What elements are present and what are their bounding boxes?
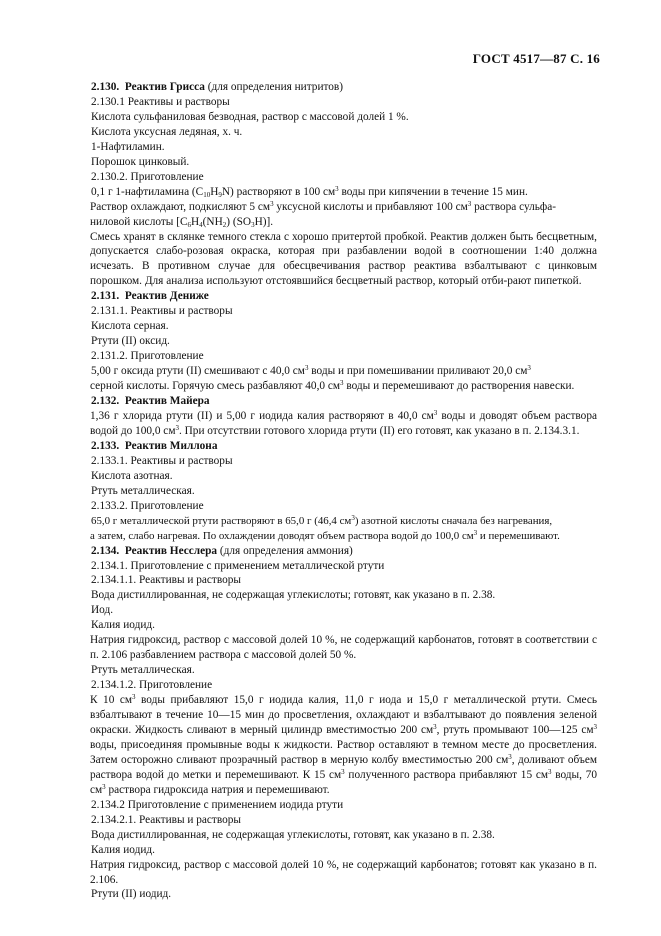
subsection-heading: 2.133.1. Реактивы и растворы [91,454,233,467]
paragraph: 1,36 г хлорида ртути (II) и 5,00 г иодида калия растворяют в 40,0 $см^3$ воды и доводят объем раствора водой до 100,0 $см^3$. При отсутствии готового хлорида ртути (II) его готовят, как указано в п. 2.134.3.1. [90,408,597,437]
subsection-heading: 2.133.2. Приготовление [91,499,204,512]
paragraph: К 10 $см^3$ воды прибавляют 15,0 г иодида калия, 11,0 г иода и 15,0 г металлической ртути. Смесь взбалтывают в течение 10—15 мин до просветления, охлаждают и взбалтывают до появления зеленой окраски. Жидкость сливают в мерный цилиндр вместимостью 200 $см^3$, ртуть промывают 100—125 $см^3$ воды, присоединяя промывные воды к жидкости. Раствор оставляют в темном месте до просветления. Затем осторожно сливают прозрачный раствор в мерную колбу вместимостью 200 $см^3$, доливают объем раствора водой до метки и перемешивают. К 15 $см^3$ полученного раствора прибавляют 15 $см^3$ воды, 70 $см^3$ раствора гидроксида натрия и перемешивают. [90,693,598,796]
paragraph: ниловой кислоты [$C_6H_4(NH_2)$ $(SO_3H)$]. [90,215,274,229]
paragraph: Смесь хранят в склянке темного стекла с хорошо притертой пробкой. Реактив должен быть бесцветным, допускается слабо-розовая окраска, которая при разбавлении водой в соотношении 1:40 должна исчезать. В противном случае для обесцвечивания раствор реактива взбалтывают с цинковым порошком. Для анализа используют отстоявшийся бесцветный раствор, который отби-рают пипеткой. [90,230,597,288]
reagent-mayer-title: Реактив Майера [124,395,210,408]
document-body [91,80,597,902]
section-2-130-heading: 2.130. Реактив Грисса (для определения нитритов) [91,81,344,93]
section-2-134-heading: 2.134. Реактив Несслера (для определения аммония) [91,544,353,557]
paragraph: Натрия гидроксид, раствор с массовой долей 10 %, не содержащий карбонатов; готовят как указано в п. 2.106. [90,858,597,886]
subsection-heading: 2.134.2.1. Реактивы и растворы [91,813,242,826]
list-item: Кислота серная. [91,320,169,333]
page-header: ГОСТ 4517—87 С. 16 [472,51,600,66]
subsection-heading: 2.131.1. Реактивы и растворы [91,305,233,318]
reagent-denige-title: Реактив Дениже [124,290,209,303]
paragraph: а затем, слабо нагревая. По охлаждении доводят объем раствора водой до 100,0 $см^3$ и перемешивают. [90,528,560,542]
subsection-heading: 2.134.1.2. Приготовление [91,679,213,692]
reagent-nessler-title: Реактив Несслера [124,544,218,557]
paragraph: 65,0 г металлической ртути растворяют в 65,0 г (46,4 $см^3$) азотной кислоты сначала без нагревания, [91,513,553,527]
subsection-heading: 2.134.1.1. Реактивы и растворы [91,574,242,587]
section-2-132-heading: 2.132. Реактив Майера [91,395,210,408]
paragraph: серной кислоты. Горячую смесь разбавляют 40,0 $см^3$ воды и перемешивают до растворения навески. [90,379,575,393]
list-item: Вода дистиллированная, не содержащая углекислоты, готовят, как указано в п. 2.38. [91,828,495,841]
section-2-131-heading: 2.131. Реактив Дениже [91,290,209,303]
list-item: Кислота азотная. [91,469,173,482]
list-item: Ртуть металлическая. [91,664,195,677]
paragraph: Раствор охлаждают, подкисляют 5 $см^3$ уксусной кислоты и прибавляют 100 $см^3$ раствора сульфа- [90,199,556,213]
subsection-heading: 2.134.2 Приготовление с применением иодида ртути [91,798,344,811]
subsection-heading: 2.130.1 Реактивы и растворы [91,95,230,108]
paragraph: 0,1 г 1-нафтиламина $(C_{10}H_9N)$ растворяют в 100 $см^3$ воды при кипячении в течение 15 мин. [91,184,528,199]
list-item: Порошок цинковый. [91,155,190,168]
reagent-millon-title: Реактив Миллона [124,439,218,452]
list-item: Иод. [91,604,114,617]
reagent-griess-title: Реактив Грисса [124,81,205,93]
paragraph: 5,00 г оксида ртути (II) смешивают с 40,0 $см^3$ воды и при помешивании приливают 20,0 $см^3$ [91,364,531,378]
list-item: Ртути (II) оксид. [91,335,170,348]
list-item: Кислота уксусная ледяная, х. ч. [91,125,243,138]
list-item: Кислота сульфаниловая безводная, раствор с массовой долей 1 %. [91,110,409,123]
paragraph: Натрия гидроксид, раствор с массовой долей 10 %, не содержащий карбонатов, готовят в соответствии с п. 2.106 разбавлением раствора с массовой долей 50 %. [90,634,597,662]
section-2-133-heading: 2.133. Реактив Миллона [91,439,218,452]
subsection-heading: 2.130.2. Приготовление [91,170,204,183]
list-item: Ртуть металлическая. [91,484,195,497]
list-item: Калия иодид. [91,843,155,856]
subsection-heading: 2.134.1. Приготовление с применением металлической ртути [91,559,385,572]
list-item: Ртути (II) иодид. [91,888,172,901]
list-item: Калия иодид. [91,619,155,632]
subsection-heading: 2.131.2. Приготовление [91,350,204,363]
list-item: 1-Нафтиламин. [91,140,165,153]
list-item: Вода дистиллированная, не содержащая углекислоты; готовят, как указано в п. 2.38. [91,589,496,602]
